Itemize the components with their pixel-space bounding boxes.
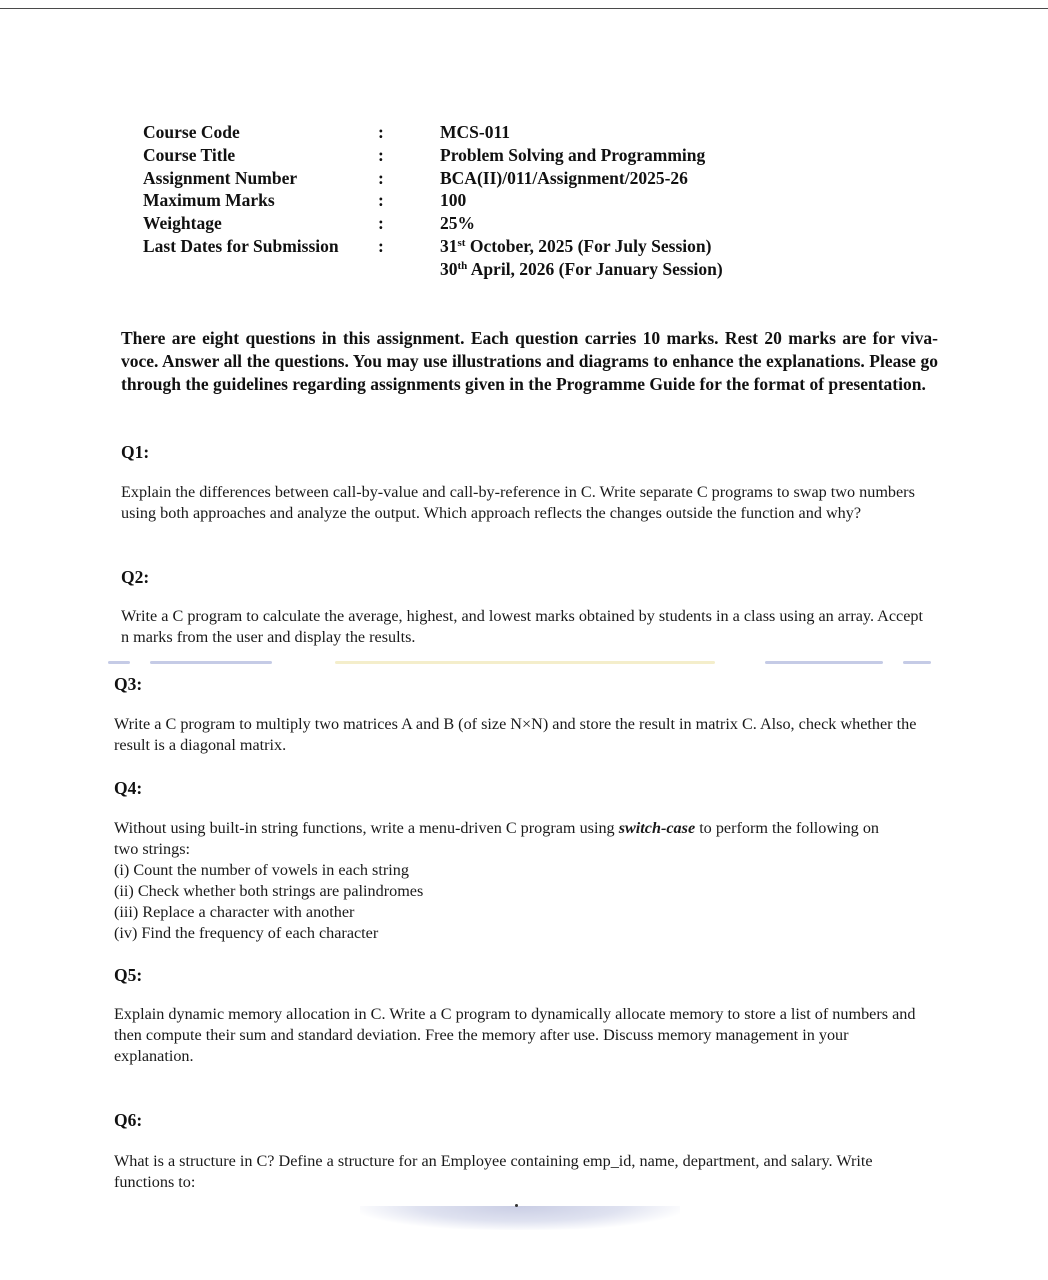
q3-text: Write a C program to multiply two matrices A and B (of size N×N) and store the result in matrix C. Also, check whether the result is a diagonal matrix. bbox=[114, 715, 917, 754]
separator-colon: : bbox=[378, 144, 384, 165]
assignment-number-label: Assignment Number bbox=[143, 167, 298, 188]
top-border-line bbox=[0, 8, 1048, 9]
q5-heading: Q5: bbox=[114, 965, 143, 985]
date-day: 31 bbox=[440, 235, 458, 256]
page-break-mark bbox=[903, 661, 931, 664]
weightage-value: 25% bbox=[440, 213, 475, 234]
course-title-label: Course Title bbox=[143, 144, 236, 165]
q4-text-before: Without using built-in string functions, write a menu-driven C program using bbox=[114, 819, 619, 837]
page-break-mark bbox=[108, 661, 130, 664]
separator-colon: : bbox=[378, 167, 384, 188]
q4-heading: Q4: bbox=[114, 778, 143, 798]
page-dot bbox=[515, 1204, 518, 1207]
q4-text-after: to perform the following on two strings: bbox=[114, 819, 880, 858]
maximum-marks-value: 100 bbox=[440, 190, 467, 211]
separator-colon: : bbox=[378, 235, 384, 256]
instructions-paragraph: There are eight questions in this assignment. Each question carries 10 marks. Rest 20 marks are for viva-voce. Answer all the questions. You may use illustrations and diagrams to enhance the explanations. Please go through the guidelines regarding assignments given in the Programme Guide for the format of presentation. bbox=[121, 328, 938, 394]
q4-option: (ii) Check whether both strings are palindromes bbox=[114, 882, 424, 900]
page-break-mark bbox=[150, 661, 272, 664]
weightage-label: Weightage bbox=[143, 213, 222, 234]
q4-option: (iv) Find the frequency of each character bbox=[114, 924, 379, 942]
q5-text: Explain dynamic memory allocation in C. Write a C program to dynamically allocate memory to store a list of numbers and then compute their sum and standard deviation. Free the memory after use. Discuss memory management in your explanation. bbox=[114, 1005, 916, 1065]
page-break-mark bbox=[765, 661, 883, 664]
q6-heading: Q6: bbox=[114, 1110, 143, 1130]
q1-heading: Q1: bbox=[121, 442, 150, 462]
date-rest: April, 2026 (For January Session) bbox=[467, 258, 723, 279]
july-session-date bbox=[440, 235, 711, 258]
q4-option: (iii) Replace a character with another bbox=[114, 903, 355, 921]
q2-heading: Q2: bbox=[121, 567, 150, 587]
january-session-date bbox=[440, 258, 723, 281]
q4-switch-case-emphasis: switch-case bbox=[618, 819, 696, 837]
date-ordinal: st bbox=[457, 236, 466, 249]
page-curl-shadow bbox=[360, 1206, 680, 1230]
q6-text: What is a structure in C? Define a structure for an Employee containing emp_id, name, department, and salary. Write functions to: bbox=[114, 1152, 873, 1191]
separator-colon: : bbox=[378, 213, 384, 234]
q1-text: Explain the differences between call-by-value and call-by-reference in C. Write separate C programs to swap two numbers using both approaches and analyze the output. Which approach reflects the changes outside the function and why? bbox=[121, 483, 915, 522]
date-day: 30 bbox=[440, 258, 458, 279]
course-code-value: MCS-011 bbox=[440, 122, 510, 142]
assignment-number-value: BCA(II)/011/Assignment/2025-26 bbox=[440, 167, 688, 188]
separator-colon: : bbox=[378, 190, 384, 211]
separator-colon: : bbox=[378, 122, 384, 142]
date-ordinal: th bbox=[457, 259, 468, 272]
last-dates-label: Last Dates for Submission bbox=[143, 235, 339, 256]
q3-heading: Q3: bbox=[114, 674, 143, 694]
page-break-mark bbox=[335, 661, 715, 664]
course-code-label: Course Code bbox=[143, 122, 240, 142]
q2-text: Write a C program to calculate the average, highest, and lowest marks obtained by students in a class using an array. Accept n marks from the user and display the results. bbox=[121, 607, 924, 646]
q4-text bbox=[114, 818, 889, 944]
date-rest: October, 2025 (For July Session) bbox=[465, 235, 712, 256]
maximum-marks-label: Maximum Marks bbox=[143, 190, 275, 211]
course-title-value: Problem Solving and Programming bbox=[440, 144, 706, 165]
q4-option: (i) Count the number of vowels in each string bbox=[114, 861, 409, 879]
